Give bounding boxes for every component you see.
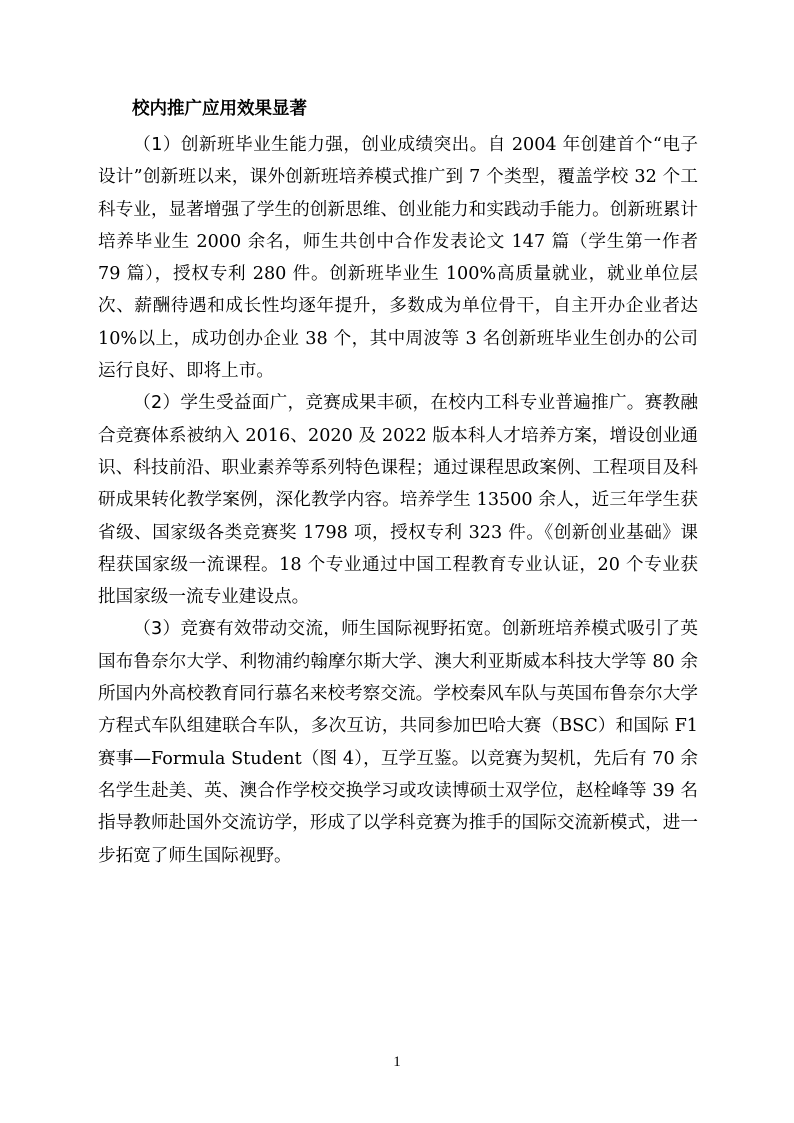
paragraph-lead: （3）竞赛有效带动交流，师生国际视野拓宽。 bbox=[133, 619, 502, 640]
paragraph-1 bbox=[98, 129, 698, 387]
page-number: 1 bbox=[393, 1054, 401, 1070]
section-heading: 校内推广应用效果显著 bbox=[132, 99, 307, 119]
paragraph-lead: （2）学生受益面广，竞赛成果丰硕，在校内工科专业普遍推广。 bbox=[133, 393, 645, 414]
paragraph-3 bbox=[98, 613, 698, 871]
body-text bbox=[98, 129, 698, 872]
paragraph-text: 自 2004 年创建首个“电子设计”创新班以来，课外创新班培养模式推广到 7 个类型，覆盖学校 32 个工科专业，显著增强了学生的创新思维、创业能力和实践动手能力。创新班累计培养毕业生 2000 余名，师生共创中合作发表论文 147 篇（学生第一作者 79 篇），授权专利 280 件。创新班毕业生 100%高质量就业，就业单位层次、薪酬待遇和成长性均逐年提升，多数成为单位骨干，自主开办企业者达 10%以上，成功创办企业 38 个，其中周波等 3 名创新班毕业生创办的公司运行良好、即将上市。 bbox=[98, 135, 698, 382]
paragraph-2 bbox=[98, 387, 698, 613]
paragraph-text: 创新班培养模式吸引了英国布鲁奈尔大学、利物浦约翰摩尔斯大学、澳大利亚斯威本科技大学等 80 余所国内外高校教育同行慕名来校考察交流。学校秦风车队与英国布鲁奈尔大学方程式车队组建联合车队，多次互访，共同参加巴哈大赛（BSC）和国际 F1 赛事—Formula Student（图 4），互学互鉴。以竞赛为契机，先后有 70 余名学生赴美、英、澳合作学校交换学习或攻读博硕士双学位，赵栓峰等 39 名指导教师赴国外交流访学，形成了以学科竞赛为推手的国际交流新模式，进一步拓宽了师生国际视野。 bbox=[98, 619, 698, 866]
paragraph-text: 赛教融合竞赛体系被纳入 2016、2020 及 2022 版本科人才培养方案，增设创业通识、科技前沿、职业素养等系列特色课程；通过课程思政案例、工程项目及科研成果转化教学案例，深化教学内容。培养学生 13500 余人，近三年学生获省级、国家级各类竞赛奖 1798 项，授权专利 323 件。《创新创业基础》课程获 bbox=[98, 393, 698, 575]
paragraph-text: 建设点。 bbox=[238, 587, 310, 608]
paragraph-lead: （1）创新班毕业生能力强，创业成绩突出。 bbox=[133, 135, 488, 155]
paragraph-text: 。18 个专业通过中国工程教育专业认证，20 个专业获批 bbox=[98, 554, 698, 608]
highlight-text: 国家级一流专业 bbox=[115, 587, 239, 608]
highlight-text: 国家级一流课程 bbox=[134, 554, 262, 575]
